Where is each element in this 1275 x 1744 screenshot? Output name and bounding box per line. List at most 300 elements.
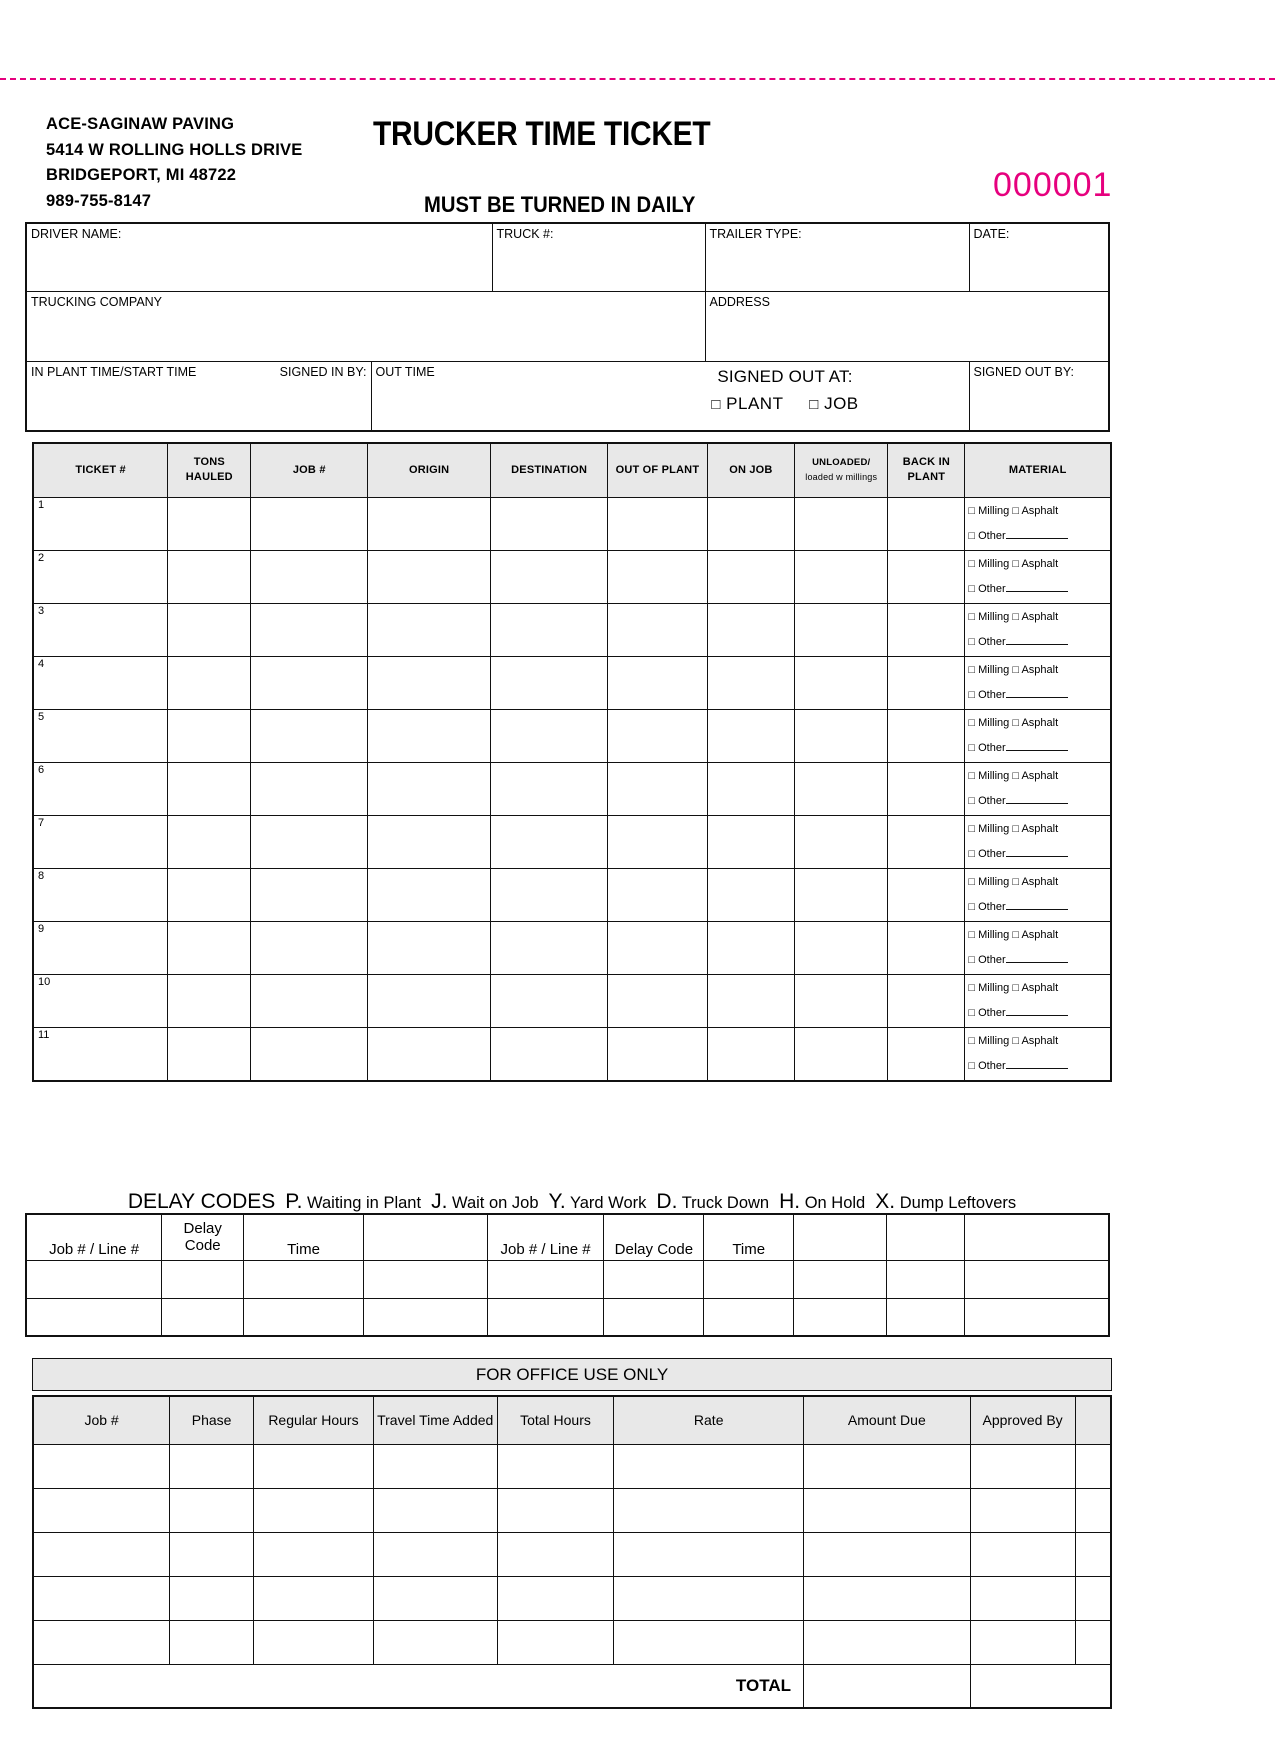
field-trailer-type[interactable]	[705, 223, 969, 291]
cell-entry[interactable]	[888, 656, 965, 709]
checkbox-other-icon[interactable]: □	[968, 582, 976, 595]
cell-row-number[interactable]: 4	[33, 656, 168, 709]
col-delay-spacer-a	[794, 1214, 887, 1260]
label-other: Other	[978, 1006, 1006, 1019]
checkbox-other-icon[interactable]: □	[968, 794, 976, 807]
cell-office-entry[interactable]	[33, 1488, 170, 1532]
cell-office-entry[interactable]	[614, 1620, 804, 1664]
cell-entry[interactable]	[251, 497, 368, 550]
cell-row-number[interactable]: 10	[33, 974, 168, 1027]
cell-entry[interactable]	[795, 656, 888, 709]
cell-office-entry[interactable]	[254, 1576, 374, 1620]
cell-delay-entry[interactable]	[794, 1298, 887, 1336]
cell-office-entry[interactable]	[170, 1532, 254, 1576]
field-signed-out-by[interactable]	[969, 361, 1109, 431]
cell-delay-entry[interactable]	[964, 1260, 1109, 1298]
cell-material-options[interactable]	[965, 762, 1111, 815]
cell-material-options[interactable]	[965, 974, 1111, 1027]
label-other: Other	[978, 529, 1006, 542]
cell-office-entry[interactable]	[33, 1620, 170, 1664]
delay-code-letter: Y.	[548, 1190, 566, 1213]
cell-office-entry[interactable]	[497, 1444, 614, 1488]
checkbox-milling-icon[interactable]: □	[968, 716, 976, 729]
cell-entry[interactable]	[707, 497, 794, 550]
col-office-job-number: Job #	[33, 1396, 170, 1444]
cell-entry[interactable]	[608, 550, 708, 603]
info-row-company	[26, 291, 1109, 361]
cell-office-entry[interactable]	[614, 1488, 804, 1532]
checkbox-milling-icon[interactable]: □	[968, 504, 976, 517]
cell-entry[interactable]	[168, 1027, 251, 1081]
cell-delay-entry[interactable]	[26, 1298, 162, 1336]
label-out-time: OUT TIME	[375, 364, 435, 379]
cell-entry[interactable]	[608, 974, 708, 1027]
cell-entry[interactable]	[491, 709, 608, 762]
cell-entry[interactable]	[795, 921, 888, 974]
col-on-job: ON JOB	[707, 443, 794, 497]
checkbox-other-icon[interactable]: □	[968, 1059, 976, 1072]
col-office-phase: Phase	[170, 1396, 254, 1444]
cell-entry[interactable]	[707, 815, 794, 868]
checkbox-milling-icon[interactable]: □	[968, 769, 976, 782]
cell-entry[interactable]	[888, 709, 965, 762]
cell-entry[interactable]	[168, 921, 251, 974]
cell-total-amount[interactable]	[804, 1664, 971, 1708]
cell-delay-entry[interactable]	[704, 1298, 794, 1336]
table-row	[33, 974, 1111, 1027]
cell-entry[interactable]	[707, 868, 794, 921]
cell-office-entry[interactable]	[497, 1620, 614, 1664]
field-driver-name[interactable]	[26, 223, 492, 291]
cell-entry[interactable]	[491, 656, 608, 709]
cell-entry[interactable]	[795, 550, 888, 603]
cell-entry[interactable]	[368, 815, 491, 868]
perforation-line	[0, 78, 1275, 80]
cell-office-entry[interactable]	[804, 1488, 971, 1532]
checkbox-other-icon[interactable]: □	[968, 847, 976, 860]
delay-code-item	[646, 1192, 769, 1212]
cell-delay-entry[interactable]	[162, 1298, 244, 1336]
cell-entry[interactable]	[491, 868, 608, 921]
cell-entry[interactable]	[707, 974, 794, 1027]
cell-material-options[interactable]	[965, 868, 1111, 921]
cell-office-entry[interactable]	[614, 1576, 804, 1620]
cell-entry[interactable]	[608, 497, 708, 550]
cell-entry[interactable]	[491, 497, 608, 550]
label-signed-out-at: SIGNED OUT AT:	[717, 366, 853, 386]
other-write-in-line[interactable]	[1006, 909, 1068, 910]
cell-entry[interactable]	[368, 709, 491, 762]
cell-entry[interactable]	[491, 762, 608, 815]
cell-delay-entry[interactable]	[487, 1260, 604, 1298]
cell-entry[interactable]	[368, 603, 491, 656]
label-other: Other	[978, 847, 1006, 860]
cell-office-entry[interactable]	[497, 1576, 614, 1620]
cell-entry[interactable]	[168, 709, 251, 762]
cell-entry[interactable]	[707, 656, 794, 709]
cell-office-entry[interactable]	[373, 1576, 497, 1620]
cell-delay-entry[interactable]	[487, 1298, 604, 1336]
cell-entry[interactable]	[491, 921, 608, 974]
label-milling: Milling	[978, 716, 1010, 729]
other-write-in-line[interactable]	[1006, 750, 1068, 751]
cell-entry[interactable]	[795, 762, 888, 815]
cell-entry[interactable]	[795, 815, 888, 868]
cell-entry[interactable]	[795, 974, 888, 1027]
other-write-in-line[interactable]	[1006, 962, 1068, 963]
delay-code-letter: P.	[285, 1190, 303, 1213]
label-milling: Milling	[978, 610, 1010, 623]
cell-entry[interactable]	[368, 656, 491, 709]
checkbox-asphalt-icon[interactable]: □	[1012, 663, 1020, 676]
col-unloaded: UNLOADED/ loaded w millings	[795, 443, 888, 497]
office-use-banner: FOR OFFICE USE ONLY	[32, 1358, 1112, 1391]
ticket-entries-table	[32, 442, 1112, 1082]
other-write-in-line[interactable]	[1006, 538, 1068, 539]
cell-entry[interactable]	[888, 921, 965, 974]
office-use-table	[32, 1395, 1112, 1709]
label-other: Other	[978, 900, 1006, 913]
cell-entry[interactable]	[251, 709, 368, 762]
checkbox-asphalt-icon[interactable]: □	[1012, 716, 1020, 729]
cell-entry[interactable]	[168, 974, 251, 1027]
cell-office-entry[interactable]	[970, 1488, 1075, 1532]
cell-entry[interactable]	[368, 497, 491, 550]
other-write-in-line[interactable]	[1006, 644, 1068, 645]
cell-entry[interactable]	[795, 497, 888, 550]
cell-material-options[interactable]	[965, 550, 1111, 603]
cell-entry[interactable]	[608, 815, 708, 868]
checkbox-milling-icon[interactable]: □	[968, 875, 976, 888]
label-trucking-company: TRUCKING COMPANY	[31, 294, 163, 309]
cell-entry[interactable]	[168, 550, 251, 603]
cell-entry[interactable]	[368, 921, 491, 974]
cell-entry[interactable]	[795, 709, 888, 762]
cell-office-entry[interactable]	[497, 1532, 614, 1576]
cell-office-entry[interactable]	[804, 1444, 971, 1488]
checkbox-other-icon[interactable]: □	[968, 900, 976, 913]
cell-office-entry[interactable]	[170, 1444, 254, 1488]
checkbox-asphalt-icon[interactable]: □	[1012, 822, 1020, 835]
cell-row-number[interactable]: 3	[33, 603, 168, 656]
cell-entry[interactable]	[888, 550, 965, 603]
cell-row-number[interactable]: 11	[33, 1027, 168, 1081]
label-asphalt: Asphalt	[1021, 610, 1059, 623]
field-date[interactable]	[969, 223, 1109, 291]
cell-delay-entry[interactable]	[964, 1298, 1109, 1336]
office-row	[33, 1444, 1111, 1488]
cell-entry[interactable]	[251, 974, 368, 1027]
label-milling: Milling	[978, 504, 1010, 517]
cell-entry[interactable]	[251, 762, 368, 815]
cell-entry[interactable]	[168, 868, 251, 921]
checkbox-plant-icon[interactable]: □	[711, 395, 721, 413]
other-write-in-line[interactable]	[1006, 697, 1068, 698]
cell-entry[interactable]	[707, 709, 794, 762]
label-milling: Milling	[978, 1034, 1010, 1047]
cell-office-entry[interactable]	[33, 1444, 170, 1488]
cell-office-entry[interactable]	[1075, 1532, 1111, 1576]
cell-entry[interactable]	[795, 1027, 888, 1081]
cell-entry[interactable]	[168, 762, 251, 815]
col-destination: DESTINATION	[491, 443, 608, 497]
cell-office-entry[interactable]	[170, 1576, 254, 1620]
cell-entry[interactable]	[491, 603, 608, 656]
cell-row-number[interactable]: 9	[33, 921, 168, 974]
cell-office-entry[interactable]	[254, 1444, 374, 1488]
cell-material-options[interactable]	[965, 656, 1111, 709]
cell-row-number[interactable]: 6	[33, 762, 168, 815]
cell-row-number[interactable]: 8	[33, 868, 168, 921]
checkbox-asphalt-icon[interactable]: □	[1012, 557, 1020, 570]
label-asphalt: Asphalt	[1021, 1034, 1059, 1047]
label-job: JOB	[824, 393, 859, 413]
cell-entry[interactable]	[707, 603, 794, 656]
cell-entry[interactable]	[368, 868, 491, 921]
cell-entry[interactable]	[608, 762, 708, 815]
cell-entry[interactable]	[251, 921, 368, 974]
cell-total-spacer	[33, 1664, 170, 1708]
label-asphalt: Asphalt	[1021, 875, 1059, 888]
cell-delay-entry[interactable]	[604, 1298, 704, 1336]
checkbox-other-icon[interactable]: □	[968, 741, 976, 754]
cell-entry[interactable]	[251, 656, 368, 709]
table-row	[33, 762, 1111, 815]
cell-delay-entry[interactable]	[363, 1260, 487, 1298]
field-truck-number[interactable]	[492, 223, 705, 291]
other-write-in-line[interactable]	[1006, 803, 1068, 804]
cell-delay-entry[interactable]	[886, 1260, 964, 1298]
cell-office-entry[interactable]	[373, 1532, 497, 1576]
company-street: 5414 W ROLLING HOLLS DRIVE	[46, 140, 303, 159]
cell-entry[interactable]	[707, 921, 794, 974]
cell-entry[interactable]	[368, 762, 491, 815]
delay-code-item	[769, 1192, 865, 1212]
checkbox-other-icon[interactable]: □	[968, 953, 976, 966]
cell-row-number[interactable]: 2	[33, 550, 168, 603]
cell-entry[interactable]	[251, 815, 368, 868]
cell-delay-entry[interactable]	[162, 1260, 244, 1298]
checkbox-milling-icon[interactable]: □	[968, 663, 976, 676]
cell-delay-entry[interactable]	[886, 1298, 964, 1336]
checkbox-asphalt-icon[interactable]: □	[1012, 610, 1020, 623]
delay-code-text: Dump Leftovers	[895, 1194, 1017, 1212]
cell-office-entry[interactable]	[33, 1576, 170, 1620]
company-address-block	[46, 112, 302, 214]
cell-office-entry[interactable]	[373, 1444, 497, 1488]
field-trucking-company[interactable]	[26, 291, 705, 361]
checkbox-asphalt-icon[interactable]: □	[1012, 981, 1020, 994]
cell-entry[interactable]	[168, 656, 251, 709]
cell-material-options[interactable]	[965, 709, 1111, 762]
other-write-in-line[interactable]	[1006, 591, 1068, 592]
cell-office-entry[interactable]	[1075, 1620, 1111, 1664]
table-row	[33, 1027, 1111, 1081]
cell-office-entry[interactable]	[254, 1488, 374, 1532]
col-delay-spacer-left	[363, 1214, 487, 1260]
cell-office-entry[interactable]	[970, 1620, 1075, 1664]
cell-delay-entry[interactable]	[794, 1260, 887, 1298]
cell-row-number[interactable]: 5	[33, 709, 168, 762]
cell-office-entry[interactable]	[804, 1620, 971, 1664]
cell-entry[interactable]	[888, 868, 965, 921]
label-in-plant-time: IN PLANT TIME/START TIME	[31, 364, 197, 379]
info-row-driver	[26, 223, 1109, 291]
cell-office-entry[interactable]	[254, 1620, 374, 1664]
cell-entry[interactable]	[251, 868, 368, 921]
checkbox-asphalt-icon[interactable]: □	[1012, 769, 1020, 782]
field-out-time-signed-out[interactable]	[371, 361, 969, 431]
cell-entry[interactable]	[368, 550, 491, 603]
cell-entry[interactable]	[491, 550, 608, 603]
col-delay-job-line-right: Job # / Line #	[487, 1214, 604, 1260]
cell-total-spacer	[254, 1664, 374, 1708]
cell-entry[interactable]	[888, 497, 965, 550]
cell-entry[interactable]	[608, 868, 708, 921]
label-total: TOTAL	[735, 1675, 792, 1695]
checkbox-asphalt-icon[interactable]: □	[1012, 928, 1020, 941]
cell-entry[interactable]	[795, 603, 888, 656]
checkbox-milling-icon[interactable]: □	[968, 981, 976, 994]
col-ticket-number: TICKET #	[33, 443, 168, 497]
cell-office-entry[interactable]	[804, 1532, 971, 1576]
other-write-in-line[interactable]	[1006, 856, 1068, 857]
cell-total-spacer	[1075, 1664, 1111, 1708]
cell-delay-entry[interactable]	[26, 1260, 162, 1298]
label-asphalt: Asphalt	[1021, 822, 1059, 835]
label-driver-name: DRIVER NAME:	[31, 227, 122, 241]
cell-entry[interactable]	[608, 1027, 708, 1081]
other-write-in-line[interactable]	[1006, 1015, 1068, 1016]
checkbox-milling-icon[interactable]: □	[968, 822, 976, 835]
cell-entry[interactable]	[168, 603, 251, 656]
cell-row-number[interactable]: 1	[33, 497, 168, 550]
cell-office-entry[interactable]	[170, 1620, 254, 1664]
checkbox-asphalt-icon[interactable]: □	[1012, 875, 1020, 888]
cell-entry[interactable]	[368, 974, 491, 1027]
cell-office-entry[interactable]	[497, 1488, 614, 1532]
label-trailer-type: TRAILER TYPE:	[709, 227, 802, 241]
delay-code-item	[421, 1192, 538, 1212]
delay-code-text: Wait on Job	[447, 1194, 539, 1212]
cell-material-options[interactable]	[965, 497, 1111, 550]
checkbox-milling-icon[interactable]: □	[968, 1034, 976, 1047]
checkbox-other-icon[interactable]: □	[968, 635, 976, 648]
delay-code-text: Truck Down	[677, 1194, 770, 1212]
delay-row	[26, 1298, 1109, 1336]
field-address[interactable]	[705, 291, 1109, 361]
cell-entry[interactable]	[608, 921, 708, 974]
checkbox-job-icon[interactable]: □	[809, 395, 819, 413]
cell-entry[interactable]	[168, 497, 251, 550]
checkbox-asphalt-icon[interactable]: □	[1012, 1034, 1020, 1047]
cell-office-entry[interactable]	[373, 1488, 497, 1532]
office-row	[33, 1488, 1111, 1532]
label-milling: Milling	[978, 822, 1010, 835]
checkbox-milling-icon[interactable]: □	[968, 928, 976, 941]
cell-entry[interactable]	[707, 550, 794, 603]
checkbox-milling-icon[interactable]: □	[968, 610, 976, 623]
cell-row-number[interactable]: 7	[33, 815, 168, 868]
cell-entry[interactable]	[251, 1027, 368, 1081]
cell-entry[interactable]	[888, 815, 965, 868]
cell-entry[interactable]	[608, 603, 708, 656]
cell-office-entry[interactable]	[373, 1620, 497, 1664]
cell-delay-entry[interactable]	[604, 1260, 704, 1298]
cell-office-entry[interactable]	[970, 1444, 1075, 1488]
cell-entry[interactable]	[888, 762, 965, 815]
cell-office-entry[interactable]	[970, 1576, 1075, 1620]
cell-delay-entry[interactable]	[704, 1260, 794, 1298]
cell-entry[interactable]	[168, 815, 251, 868]
checkbox-other-icon[interactable]: □	[968, 1006, 976, 1019]
delay-code-text: On Hold	[800, 1194, 866, 1212]
other-write-in-line[interactable]	[1006, 1068, 1068, 1069]
label-milling: Milling	[978, 769, 1010, 782]
cell-office-entry[interactable]	[970, 1532, 1075, 1576]
cell-entry[interactable]	[707, 1027, 794, 1081]
cell-entry[interactable]	[491, 1027, 608, 1081]
cell-office-entry[interactable]	[804, 1576, 971, 1620]
office-total-row	[33, 1664, 1111, 1708]
delay-codes-legend	[32, 1190, 1112, 1214]
checkbox-other-icon[interactable]: □	[968, 529, 976, 542]
cell-office-entry[interactable]	[614, 1532, 804, 1576]
delay-code-text: Waiting in Plant	[302, 1194, 422, 1212]
label-asphalt: Asphalt	[1021, 928, 1059, 941]
cell-delay-entry[interactable]	[363, 1298, 487, 1336]
cell-office-entry[interactable]	[1075, 1488, 1111, 1532]
cell-material-options[interactable]	[965, 1027, 1111, 1081]
label-milling: Milling	[978, 557, 1010, 570]
cell-material-options[interactable]	[965, 921, 1111, 974]
label-asphalt: Asphalt	[1021, 716, 1059, 729]
cell-office-entry[interactable]	[614, 1444, 804, 1488]
label-other: Other	[978, 1059, 1006, 1072]
cell-material-options[interactable]	[965, 603, 1111, 656]
field-in-plant-time[interactable]	[26, 361, 371, 431]
signed-out-location-options[interactable]	[606, 394, 965, 414]
office-row	[33, 1620, 1111, 1664]
cell-entry[interactable]	[491, 815, 608, 868]
info-row-times	[26, 361, 1109, 431]
cell-entry[interactable]	[251, 550, 368, 603]
cell-office-entry[interactable]	[1075, 1444, 1111, 1488]
cell-entry[interactable]	[491, 974, 608, 1027]
cell-material-options[interactable]	[965, 815, 1111, 868]
cell-office-entry[interactable]	[33, 1532, 170, 1576]
cell-delay-entry[interactable]	[244, 1298, 364, 1336]
cell-entry[interactable]	[707, 762, 794, 815]
cell-entry[interactable]	[368, 1027, 491, 1081]
cell-entry[interactable]	[251, 603, 368, 656]
cell-entry[interactable]	[608, 656, 708, 709]
checkbox-milling-icon[interactable]: □	[968, 557, 976, 570]
cell-entry[interactable]	[608, 709, 708, 762]
cell-office-entry[interactable]	[170, 1488, 254, 1532]
col-office-total-hours: Total Hours	[497, 1396, 614, 1444]
cell-entry[interactable]	[888, 603, 965, 656]
checkbox-other-icon[interactable]: □	[968, 688, 976, 701]
cell-entry[interactable]	[888, 1027, 965, 1081]
page-subtitle: MUST BE TURNED IN DAILY	[424, 192, 696, 217]
cell-entry[interactable]	[888, 974, 965, 1027]
cell-entry[interactable]	[795, 868, 888, 921]
cell-office-entry[interactable]	[254, 1532, 374, 1576]
cell-delay-entry[interactable]	[244, 1260, 364, 1298]
cell-office-entry[interactable]	[1075, 1576, 1111, 1620]
checkbox-asphalt-icon[interactable]: □	[1012, 504, 1020, 517]
